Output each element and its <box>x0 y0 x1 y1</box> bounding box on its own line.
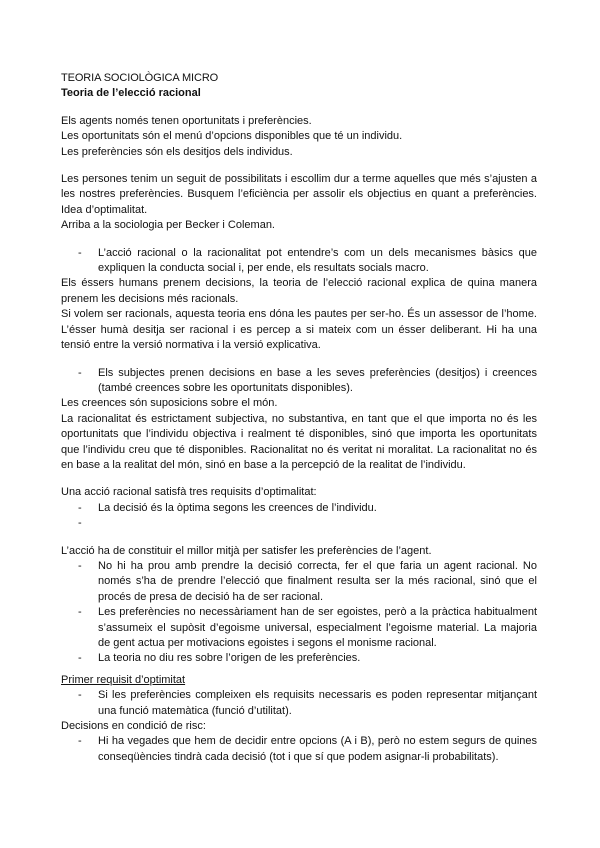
list-item: - Les preferències no necessàriament han de ser egoistes, però a la pràctica habitualment s’assumeix el supòsit d’egoisme universal, especialment l’egoisme material. La majoria de gent actua per motivacions egoistes i segons el monisme racional. <box>61 605 537 651</box>
intro-line: Les preferències són els desitjos dels individus. <box>61 145 293 158</box>
section-heading: Primer requisit d’optimitat <box>61 673 186 686</box>
bullet-list <box>61 734 537 765</box>
bullet-list <box>61 688 537 719</box>
document-body <box>61 71 537 765</box>
paragraph: Decisions en condició de risc: <box>61 720 206 733</box>
bullet-list <box>61 501 537 532</box>
list-item: - No hi ha prou amb prendre la decisió correcta, fer el que faria un agent racional. No només s’ha de prendre l’elecció que finalment resulta ser la més racional, sinó que el procés de presa de decisió ha de ser racional. <box>61 559 537 605</box>
list-item: - Hi ha vegades que hem de decidir entre opcions (A i B), però no estem segurs de quines conseqüències tindrà cada decisió (tot i que sí que podem asignar-li probabilitats). <box>61 734 537 765</box>
list-item: - L’acció racional o la racionalitat pot entendre’s com un dels mecanismes bàsics que expliquen la conducta social i, per ende, els resultats socials macro. <box>61 246 537 277</box>
paragraph: La racionalitat és estrictament subjectiva, no substantiva, en tant que el que importa no és les oportunitats que l’individu objectiva i realment té disponibles, sinó que importa les oportunitats que l’individu creu que té disponibles. Racionalitat no és veritat ni moralitat. La racionalitat no és en base a la realitat del món, sinó en base a la percepció de la realitat de l’individu. <box>61 412 537 471</box>
bullet-list <box>61 559 537 667</box>
paragraph: L’acció ha de constituir el millor mitjà per satisfer les preferències de l’agent. <box>61 544 432 557</box>
list-item: - Els subjectes prenen decisions en base a les seves preferències (desitjos) i creences (també creences sobre les oportunitats disponibles). <box>61 366 537 397</box>
list-item <box>61 516 537 531</box>
list-item: - La decisió és la òptima segons les creences de l’individu. <box>61 501 537 516</box>
intro-line: Les oportunitats són el menú d’opcions disponibles que té un individu. <box>61 130 403 143</box>
paragraph: Els éssers humans prenem decisions, la teoria de l’elecció racional explica de quina manera prenem les decisions més racionals. <box>61 277 537 305</box>
bullet-list <box>61 366 537 397</box>
paragraph: Una acció racional satisfà tres requisits d’optimalitat: <box>61 486 317 499</box>
list-item: - Si les preferències compleixen els requisits necessaris es poden representar mitjançant una funció matemàtica (funció d’utilitat). <box>61 688 537 719</box>
paragraph: Si volem ser racionals, aquesta teoria ens dóna les pautes per ser-ho. És un assessor de l’home. L’ésser humà desitja ser racional i es percep a si mateix com un ésser deliberant. Hi ha una tensió entre la versió normativa i la versió explicativa. <box>61 308 537 352</box>
doc-header: TEORIA SOCIOLÒGICA MICRO <box>61 72 219 84</box>
paragraph: Les creences són suposicions sobre el món. <box>61 397 278 410</box>
doc-title: Teoria de l’elecció racional <box>61 87 201 100</box>
bullet-list <box>61 246 537 277</box>
list-item: - La teoria no diu res sobre l’origen de les preferències. <box>61 651 537 666</box>
paragraph: Arriba a la sociologia per Becker i Coleman. <box>61 219 275 232</box>
intro-line: Els agents només tenen oportunitats i preferències. <box>61 114 312 127</box>
paragraph: Les persones tenim un seguit de possibilitats i escollim dur a terme aquelles que més s’ajusten a les nostres preferències. Busquem l’eficiència per assolir els objectius en quant a preferències. Idea d’optimalitat. <box>61 173 537 216</box>
